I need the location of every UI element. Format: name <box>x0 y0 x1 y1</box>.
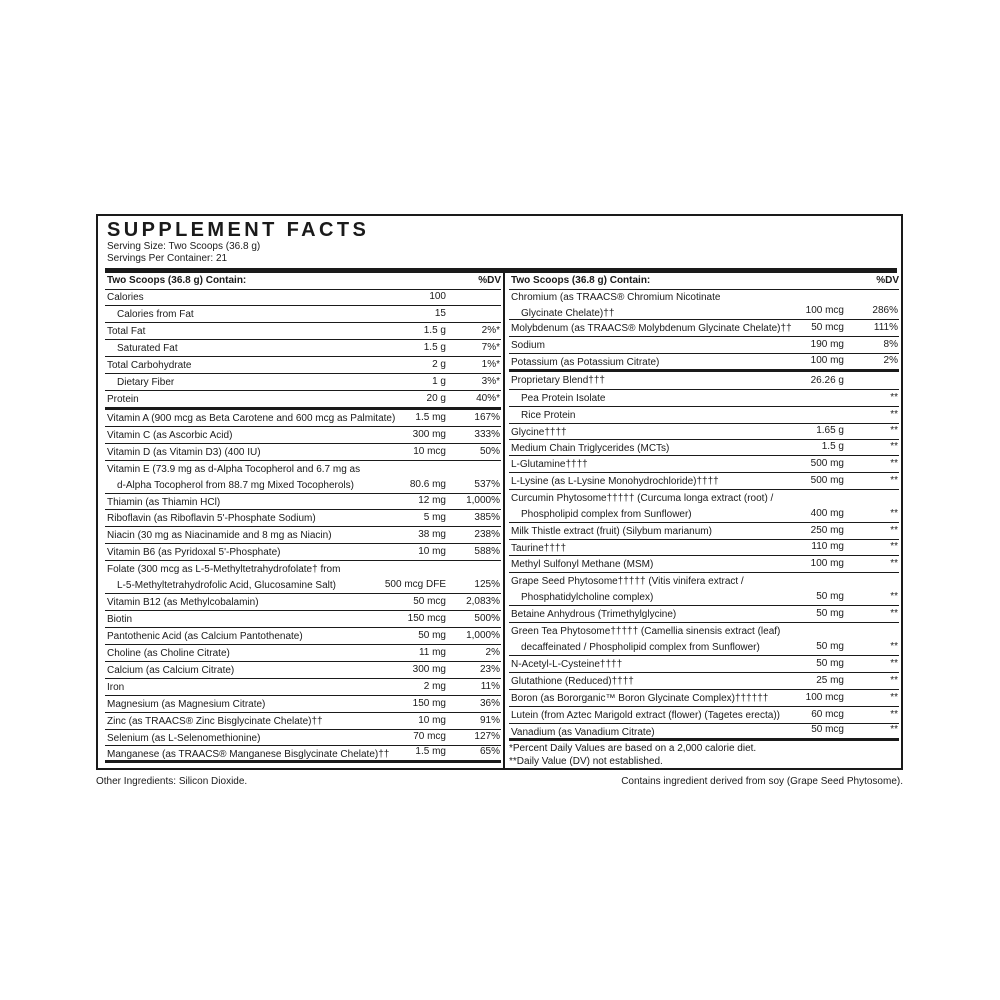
nutrient-name <box>107 612 132 628</box>
nutrient-name <box>107 747 389 763</box>
nutrient-row <box>509 523 899 540</box>
nutrient-name-line: Taurine†††† <box>511 543 567 554</box>
nutrient-name-line: Vitamin E (73.9 mg as d-Alpha Tocopherol and 6.7 mg as <box>107 464 361 475</box>
nutrient-amount: 20 g <box>426 393 446 404</box>
nutrient-name-line: Curcumin Phytosome††††† (Curcuma longa extract (root) / <box>511 493 774 504</box>
nutrient-name <box>107 545 280 561</box>
nutrient-dv: 7%* <box>481 342 500 353</box>
nutrient-row <box>105 746 501 763</box>
nutrient-name-line: Manganese (as TRAACS® Manganese Bisglycinate Chelate)†† <box>107 749 390 760</box>
nutrient-dv: ** <box>890 608 898 619</box>
nutrient-name <box>107 595 259 611</box>
nutrient-name-line: Choline (as Choline Citrate) <box>107 648 230 659</box>
nutrient-dv: ** <box>890 724 898 735</box>
nutrient-row <box>509 354 899 372</box>
nutrient-name-line: Total Fat <box>107 326 146 337</box>
nutrient-name-line-2: decaffeinated / Phospholipid complex from Sunflower) <box>521 641 760 653</box>
nutrient-dv: 2% <box>485 647 500 658</box>
nutrient-amount: 11 mg <box>418 647 446 658</box>
nutrient-name <box>107 646 230 662</box>
nutrient-row <box>105 323 501 340</box>
nutrient-row <box>105 730 501 746</box>
nutrient-row <box>509 573 899 606</box>
nutrient-row <box>105 340 501 357</box>
nutrient-name-line: Molybdenum (as TRAACS® Molybdenum Glycinate Chelate)†† <box>511 323 792 334</box>
nutrient-dv: ** <box>890 591 898 602</box>
nutrient-name-line: Selenium (as L-Selenomethionine) <box>107 733 261 744</box>
nutrient-dv: 50% <box>479 446 500 457</box>
nutrient-name <box>107 511 316 527</box>
nutrient-row <box>509 690 899 707</box>
nutrient-name <box>511 725 655 741</box>
serving-size: Serving Size: Two Scoops (36.8 g) <box>107 241 261 252</box>
nutrient-row <box>509 407 899 424</box>
nutrient-name <box>107 445 261 461</box>
nutrient-name-line: Glycine†††† <box>511 427 567 438</box>
nutrient-dv: 36% <box>479 698 500 709</box>
nutrient-row <box>509 440 899 456</box>
nutrient-dv: 1%* <box>481 359 500 370</box>
nutrient-name-line: Saturated Fat <box>117 343 178 354</box>
nutrient-row <box>509 606 899 623</box>
nutrient-name <box>511 290 720 321</box>
nutrient-dv: 111% <box>873 322 898 333</box>
nutrient-row <box>509 337 899 354</box>
nutrient-name <box>107 411 395 427</box>
nutrient-name <box>511 607 676 623</box>
nutrient-name-line: Vitamin D (as Vitamin D3) (400 IU) <box>107 447 261 458</box>
nutrient-name-line: Calories <box>107 292 144 303</box>
nutrient-amount: 50 mg <box>418 630 446 641</box>
nutrient-amount: 26.26 g <box>810 375 844 386</box>
nutrient-name <box>511 391 606 407</box>
nutrient-dv: 2% <box>883 355 898 366</box>
right-header-dv: %DV <box>876 275 899 286</box>
footnote: *Percent Daily Values are based on a 2,000 calorie diet. <box>509 743 757 754</box>
nutrient-row <box>509 673 899 690</box>
nutrient-row <box>509 623 899 656</box>
nutrient-name <box>107 495 220 511</box>
right-column-header <box>509 273 899 290</box>
nutrient-dv: ** <box>890 392 898 403</box>
nutrient-name <box>107 731 260 747</box>
nutrient-name <box>107 324 145 340</box>
nutrient-row <box>509 656 899 673</box>
nutrient-dv: ** <box>890 675 898 686</box>
nutrient-dv: ** <box>890 475 898 486</box>
nutrient-name <box>511 491 773 522</box>
nutrient-amount: 100 mcg <box>805 692 844 703</box>
nutrient-name <box>511 657 622 673</box>
nutrient-amount: 10 mcg <box>413 446 446 457</box>
nutrient-amount: 1.5 mg <box>415 746 446 757</box>
nutrient-row <box>105 645 501 662</box>
nutrient-name <box>511 557 653 573</box>
nutrient-name-line: Green Tea Phytosome††††† (Camellia sinensis extract (leaf) <box>511 626 781 637</box>
nutrient-dv: 8% <box>883 339 898 350</box>
nutrient-name-line: Glutathione (Reduced)†††† <box>511 676 634 687</box>
nutrient-amount: 50 mg <box>816 591 844 602</box>
nutrient-row <box>105 444 501 461</box>
nutrient-amount: 150 mcg <box>407 613 446 624</box>
right-header-label: Two Scoops (36.8 g) Contain: <box>511 275 651 286</box>
nutrient-amount: 5 mg <box>423 512 446 523</box>
nutrient-amount: 400 mg <box>810 508 844 519</box>
nutrient-dv: 537% <box>474 479 500 490</box>
nutrient-row <box>509 490 899 523</box>
nutrient-row <box>509 540 899 556</box>
nutrient-amount: 50 mg <box>816 641 844 652</box>
nutrient-amount: 100 mcg <box>805 305 844 316</box>
nutrient-name-line-2: L-5-Methyltetrahydrofolic Acid, Glucosamine Salt) <box>117 579 336 591</box>
left-header-dv: %DV <box>478 275 501 286</box>
nutrient-name <box>511 321 792 337</box>
nutrient-amount: 38 mg <box>418 529 446 540</box>
right-nutrient-list <box>509 289 899 768</box>
nutrient-amount: 100 <box>429 291 446 302</box>
nutrient-amount: 190 mg <box>810 339 844 350</box>
nutrient-amount: 15 <box>434 308 446 319</box>
nutrient-name-line: N-Acetyl-L-Cysteine†††† <box>511 659 623 670</box>
nutrient-amount: 50 mcg <box>811 322 844 333</box>
nutrient-name-line: Lutein (from Aztec Marigold extract (flower) (Tagetes erecta)) <box>511 710 780 721</box>
nutrient-dv: ** <box>890 692 898 703</box>
nutrient-name <box>107 714 323 730</box>
nutrient-name-line: Pea Protein Isolate <box>521 393 606 404</box>
nutrient-amount: 50 mg <box>816 608 844 619</box>
nutrient-name <box>511 441 669 457</box>
nutrient-dv: ** <box>890 709 898 720</box>
footnote: **Daily Value (DV) not established. <box>509 756 663 767</box>
nutrient-name <box>107 375 174 391</box>
nutrient-row <box>509 456 899 473</box>
soy-allergen-note: Contains ingredient derived from soy (Grape Seed Phytosome). <box>621 776 903 787</box>
nutrient-row <box>105 611 501 628</box>
nutrient-row <box>509 289 899 320</box>
left-nutrient-list <box>105 289 501 768</box>
nutrient-row <box>509 320 899 337</box>
nutrient-name-line: Chromium (as TRAACS® Chromium Nicotinate <box>511 292 721 303</box>
nutrient-dv: ** <box>890 508 898 519</box>
nutrient-dv: 2%* <box>481 325 500 336</box>
nutrient-name-line: Vitamin C (as Ascorbic Acid) <box>107 430 233 441</box>
nutrient-dv: 23% <box>479 664 500 675</box>
nutrient-dv: 238% <box>474 529 500 540</box>
nutrient-name-line: Medium Chain Triglycerides (MCTs) <box>511 443 670 454</box>
nutrient-name-line: Calories from Fat <box>117 309 194 320</box>
nutrient-name <box>107 341 178 357</box>
nutrient-dv: 286% <box>872 305 898 316</box>
nutrient-amount: 300 mg <box>412 429 446 440</box>
nutrient-name-line: Sodium <box>511 340 545 351</box>
nutrient-amount: 50 mg <box>816 658 844 669</box>
supplement-facts-panel <box>96 214 903 770</box>
nutrient-row <box>105 410 501 427</box>
nutrient-name-line: Biotin <box>107 614 133 625</box>
nutrient-name-line: Milk Thistle extract (fruit) (Silybum marianum) <box>511 526 712 537</box>
nutrient-dv: 91% <box>479 715 500 726</box>
nutrient-row <box>509 473 899 490</box>
nutrient-amount: 10 mg <box>418 546 446 557</box>
nutrient-dv: 588% <box>474 546 500 557</box>
nutrient-name <box>511 457 588 473</box>
nutrient-dv: ** <box>890 525 898 536</box>
nutrient-name <box>107 358 192 374</box>
panel-title: SUPPLEMENT FACTS <box>107 219 370 241</box>
nutrient-name <box>511 373 605 389</box>
nutrient-row <box>509 390 899 407</box>
nutrient-dv: ** <box>890 409 898 420</box>
nutrient-amount: 50 mcg <box>811 724 844 735</box>
nutrient-dv: 127% <box>474 731 500 742</box>
nutrient-amount: 1 g <box>432 376 446 387</box>
nutrient-amount: 150 mg <box>412 698 446 709</box>
nutrient-dv: 2,083% <box>466 596 500 607</box>
left-column-header <box>105 273 501 290</box>
nutrient-row <box>105 461 501 494</box>
nutrient-row <box>105 374 501 391</box>
nutrient-dv: 500% <box>474 613 500 624</box>
nutrient-dv: ** <box>890 441 898 452</box>
nutrient-name-line-2: d-Alpha Tocopherol from 88.7 mg Mixed Tocopherols) <box>117 479 354 491</box>
nutrient-name <box>511 624 780 655</box>
nutrient-name <box>511 541 566 557</box>
nutrient-name-line: Vitamin A (900 mcg as Beta Carotene and 600 mcg as Palmitate) <box>107 413 396 424</box>
nutrient-amount: 12 mg <box>418 495 446 506</box>
nutrient-name-line: Magnesium (as Magnesium Citrate) <box>107 699 266 710</box>
nutrient-name-line: Niacin (30 mg as Niacinamide and 8 mg as Niacin) <box>107 530 332 541</box>
nutrient-name <box>107 697 265 713</box>
nutrient-dv: 65% <box>479 746 500 757</box>
nutrient-name-line-2: Phosphatidylcholine complex) <box>521 591 654 603</box>
nutrient-name <box>107 307 194 323</box>
column-divider <box>503 273 505 768</box>
nutrient-amount: 2 mg <box>423 681 446 692</box>
nutrient-name <box>511 691 768 707</box>
nutrient-amount: 500 mg <box>810 475 844 486</box>
nutrient-amount: 80.6 mg <box>409 479 446 490</box>
nutrient-dv: 11% <box>480 681 500 692</box>
nutrient-row <box>105 510 501 527</box>
nutrient-name <box>107 392 139 408</box>
other-ingredients: Other Ingredients: Silicon Dioxide. <box>96 776 248 787</box>
nutrient-name <box>107 680 124 696</box>
nutrient-name-line: L-Lysine (as L-Lysine Monohydrochloride)†††† <box>511 476 719 487</box>
footnotes <box>509 741 899 768</box>
nutrient-dv: ** <box>890 658 898 669</box>
nutrient-amount: 500 mg <box>810 458 844 469</box>
nutrient-row <box>105 679 501 696</box>
servings-per-container: Servings Per Container: 21 <box>107 253 228 264</box>
nutrient-name <box>511 574 744 605</box>
nutrient-name <box>107 629 303 645</box>
nutrient-dv: 3%* <box>481 376 500 387</box>
nutrient-row <box>105 594 501 611</box>
nutrient-name <box>511 524 712 540</box>
nutrient-name <box>107 428 232 444</box>
nutrient-row <box>509 556 899 573</box>
nutrient-name-line: Potassium (as Potassium Citrate) <box>511 357 660 368</box>
nutrient-row <box>509 372 899 390</box>
nutrient-name-line: Methyl Sulfonyl Methane (MSM) <box>511 559 654 570</box>
nutrient-amount: 100 mg <box>810 355 844 366</box>
nutrient-row <box>105 494 501 510</box>
nutrient-amount: 1.65 g <box>816 425 844 436</box>
nutrient-name <box>107 663 234 679</box>
nutrient-amount: 70 mcg <box>413 731 446 742</box>
nutrient-row <box>509 424 899 440</box>
nutrient-dv: 333% <box>474 429 500 440</box>
nutrient-dv: 1,000% <box>466 495 500 506</box>
nutrient-name-line: Vitamin B12 (as Methylcobalamin) <box>107 597 259 608</box>
nutrient-name-line: Dietary Fiber <box>117 377 175 388</box>
nutrient-dv: ** <box>890 558 898 569</box>
nutrient-name <box>107 528 332 544</box>
nutrient-amount: 1.5 g <box>821 441 844 452</box>
nutrient-dv: 40%* <box>476 393 500 404</box>
nutrient-amount: 25 mg <box>816 675 844 686</box>
nutrient-name-line: Proprietary Blend††† <box>511 375 605 386</box>
nutrient-row <box>105 713 501 730</box>
nutrient-amount: 500 mcg DFE <box>384 579 446 590</box>
nutrient-name-line-2: Glycinate Chelate)†† <box>521 307 615 319</box>
nutrient-name-line: Vitamin B6 (as Pyridoxal 5'-Phosphate) <box>107 547 281 558</box>
nutrient-name <box>511 408 575 424</box>
nutrient-name <box>107 562 340 593</box>
nutrient-name-line: Calcium (as Calcium Citrate) <box>107 665 235 676</box>
nutrient-dv: 1,000% <box>466 630 500 641</box>
nutrient-name <box>511 674 634 690</box>
nutrient-amount: 100 mg <box>810 558 844 569</box>
nutrient-row <box>105 357 501 374</box>
nutrient-name-line: Thiamin (as Thiamin HCl) <box>107 497 221 508</box>
nutrient-row <box>509 724 899 741</box>
nutrient-name <box>107 462 360 493</box>
nutrient-name <box>511 355 659 371</box>
nutrient-name-line: Protein <box>107 394 139 405</box>
nutrient-row <box>105 391 501 410</box>
nutrient-dv: 385% <box>474 512 500 523</box>
nutrient-row <box>105 306 501 323</box>
nutrient-amount: 1.5 mg <box>415 412 446 423</box>
nutrient-amount: 300 mg <box>412 664 446 675</box>
nutrient-amount: 1.5 g <box>423 325 446 336</box>
nutrient-row <box>509 707 899 724</box>
nutrient-name-line: Boron (as Bororganic™ Boron Glycinate Complex)†††††† <box>511 693 769 704</box>
nutrient-amount: 110 mg <box>811 541 844 552</box>
nutrient-name <box>511 425 567 441</box>
left-column <box>105 273 501 768</box>
right-column <box>509 273 899 768</box>
nutrient-row <box>105 289 501 306</box>
nutrient-amount: 250 mg <box>810 525 844 536</box>
nutrient-name-line: Grape Seed Phytosome††††† (Vitis vinifera extract / <box>511 576 744 587</box>
nutrient-row <box>105 628 501 645</box>
nutrient-row <box>105 662 501 679</box>
nutrient-row <box>105 561 501 594</box>
nutrient-dv: ** <box>890 425 898 436</box>
nutrient-amount: 2 g <box>432 359 446 370</box>
nutrient-row <box>105 544 501 561</box>
nutrient-row <box>105 527 501 544</box>
nutrient-name-line: Zinc (as TRAACS® Zinc Bisglycinate Chelate)†† <box>107 716 323 727</box>
nutrient-name-line: Vanadium (as Vanadium Citrate) <box>511 727 655 738</box>
nutrient-dv: 125% <box>474 579 500 590</box>
nutrient-row <box>105 696 501 713</box>
nutrient-name-line: Iron <box>107 682 125 693</box>
nutrient-name-line: L-Glutamine†††† <box>511 459 588 470</box>
nutrient-name-line: Riboflavin (as Riboflavin 5'-Phosphate Sodium) <box>107 513 316 524</box>
nutrient-name-line-2: Phospholipid complex from Sunflower) <box>521 508 692 520</box>
nutrient-name-line: Pantothenic Acid (as Calcium Pantothenate) <box>107 631 303 642</box>
nutrient-dv: 167% <box>474 412 500 423</box>
nutrient-name-line: Total Carbohydrate <box>107 360 192 371</box>
nutrient-amount: 60 mcg <box>811 709 844 720</box>
nutrient-name-line: Betaine Anhydrous (Trimethylglycine) <box>511 609 677 620</box>
nutrient-dv: ** <box>890 641 898 652</box>
nutrient-name <box>511 338 545 354</box>
nutrient-name-line: Rice Protein <box>521 410 576 421</box>
nutrient-dv: ** <box>890 458 898 469</box>
nutrient-name <box>107 290 144 306</box>
nutrient-amount: 10 mg <box>418 715 446 726</box>
nutrient-row <box>105 427 501 444</box>
nutrient-name <box>511 474 719 490</box>
left-header-label: Two Scoops (36.8 g) Contain: <box>107 275 247 286</box>
nutrient-name <box>511 708 780 724</box>
nutrient-amount: 50 mcg <box>413 596 446 607</box>
nutrient-dv: ** <box>890 541 898 552</box>
nutrient-name-line: Folate (300 mcg as L-5-Methyltetrahydrofolate† from <box>107 564 341 575</box>
nutrient-amount: 1.5 g <box>423 342 446 353</box>
